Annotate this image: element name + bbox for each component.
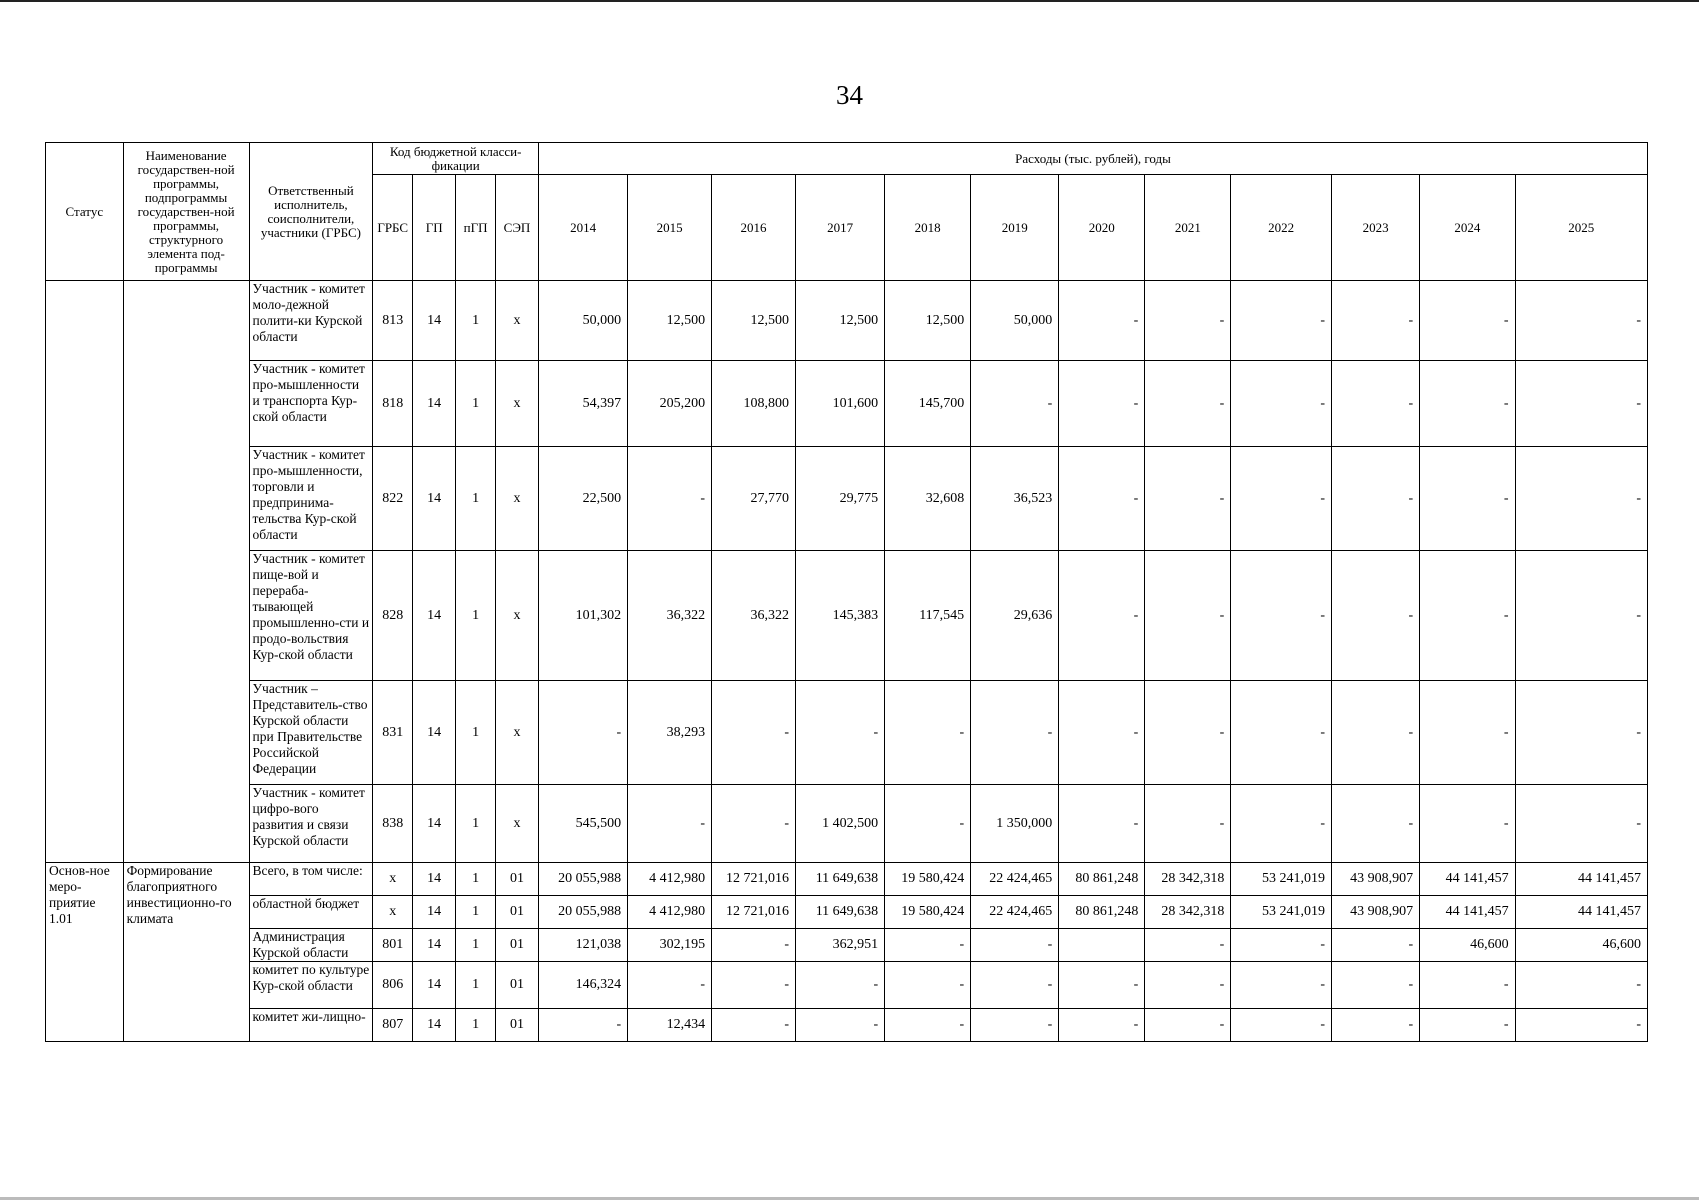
value-cell: - bbox=[1420, 785, 1515, 863]
page-number: 34 bbox=[836, 80, 863, 110]
grbs-cell: 801 bbox=[373, 929, 413, 962]
grbs-cell: 831 bbox=[373, 681, 413, 785]
header-status: Статус bbox=[46, 143, 124, 281]
value-cell: 53 241,019 bbox=[1231, 896, 1332, 929]
value-cell: 46,600 bbox=[1420, 929, 1515, 962]
participant-cell: Администрация Курской области bbox=[249, 929, 373, 962]
sep-cell: х bbox=[496, 785, 539, 863]
value-cell: - bbox=[1145, 1009, 1231, 1042]
header-year: 2017 bbox=[796, 175, 885, 281]
table-row bbox=[46, 361, 1648, 447]
value-cell: 29,775 bbox=[796, 447, 885, 551]
gp-cell: 14 bbox=[413, 863, 456, 896]
grbs-cell: 818 bbox=[373, 361, 413, 447]
value-cell: 50,000 bbox=[971, 281, 1059, 361]
grbs-cell: 828 bbox=[373, 551, 413, 681]
value-cell: 11 649,638 bbox=[796, 896, 885, 929]
value-cell: - bbox=[1515, 551, 1647, 681]
value-cell: - bbox=[539, 681, 628, 785]
sep-cell: 01 bbox=[496, 962, 539, 1009]
value-cell: - bbox=[1059, 281, 1145, 361]
value-cell: - bbox=[1332, 929, 1420, 962]
main-event-status: Основ-ное меро-приятие 1.01 bbox=[46, 863, 124, 1042]
header-year: 2016 bbox=[712, 175, 796, 281]
value-cell: 362,951 bbox=[796, 929, 885, 962]
grbs-cell: 822 bbox=[373, 447, 413, 551]
value-cell: - bbox=[712, 681, 796, 785]
value-cell: 80 861,248 bbox=[1059, 896, 1145, 929]
sep-cell: х bbox=[496, 281, 539, 361]
header-year: 2014 bbox=[539, 175, 628, 281]
value-cell: 20 055,988 bbox=[539, 896, 628, 929]
grbs-cell: 813 bbox=[373, 281, 413, 361]
pgp-cell: 1 bbox=[456, 929, 496, 962]
value-cell: - bbox=[1420, 551, 1515, 681]
value-cell: 12,500 bbox=[796, 281, 885, 361]
value-cell: 44 141,457 bbox=[1420, 896, 1515, 929]
value-cell: - bbox=[1231, 447, 1332, 551]
value-cell: 54,397 bbox=[539, 361, 628, 447]
value-cell: - bbox=[628, 447, 712, 551]
value-cell: - bbox=[1231, 681, 1332, 785]
header-year: 2020 bbox=[1059, 175, 1145, 281]
value-cell: - bbox=[1515, 785, 1647, 863]
value-cell: - bbox=[1059, 551, 1145, 681]
value-cell: - bbox=[1332, 1009, 1420, 1042]
sep-cell: х bbox=[496, 447, 539, 551]
gp-cell: 14 bbox=[413, 1009, 456, 1042]
gp-cell: 14 bbox=[413, 785, 456, 863]
pgp-cell: 1 bbox=[456, 863, 496, 896]
table-row bbox=[46, 447, 1648, 551]
value-cell: 108,800 bbox=[712, 361, 796, 447]
value-cell: - bbox=[1332, 361, 1420, 447]
value-cell: - bbox=[1332, 447, 1420, 551]
participant-cell: Участник - комитет про-мышленности и транспорта Кур-ской области bbox=[249, 361, 373, 447]
value-cell: - bbox=[712, 929, 796, 962]
table-row bbox=[46, 929, 1648, 962]
value-cell: 36,322 bbox=[628, 551, 712, 681]
value-cell: 28 342,318 bbox=[1145, 896, 1231, 929]
table-row bbox=[46, 785, 1648, 863]
value-cell: - bbox=[796, 962, 885, 1009]
grbs-cell: 807 bbox=[373, 1009, 413, 1042]
gp-cell: 14 bbox=[413, 361, 456, 447]
value-cell: - bbox=[1059, 962, 1145, 1009]
value-cell: - bbox=[971, 962, 1059, 1009]
value-cell: - bbox=[1231, 1009, 1332, 1042]
value-cell: - bbox=[1059, 361, 1145, 447]
value-cell: - bbox=[1420, 1009, 1515, 1042]
participant-cell: комитет по культуре Кур-ской области bbox=[249, 962, 373, 1009]
gp-cell: 14 bbox=[413, 896, 456, 929]
value-cell: 44 141,457 bbox=[1515, 863, 1647, 896]
value-cell: - bbox=[1420, 281, 1515, 361]
header-sep: СЭП bbox=[496, 175, 539, 281]
value-cell: - bbox=[885, 681, 971, 785]
value-cell: - bbox=[1420, 361, 1515, 447]
sep-cell: х bbox=[496, 361, 539, 447]
header-year: 2021 bbox=[1145, 175, 1231, 281]
value-cell: 36,523 bbox=[971, 447, 1059, 551]
participant-cell: Всего, в том числе: bbox=[249, 863, 373, 896]
value-cell: - bbox=[1231, 361, 1332, 447]
header-expenses: Расходы (тыс. рублей), годы bbox=[539, 143, 1648, 175]
value-cell: - bbox=[1231, 929, 1332, 962]
value-cell: - bbox=[885, 929, 971, 962]
header-year: 2024 bbox=[1420, 175, 1515, 281]
participant-cell: Участник - комитет про-мышленности, торговли и предпринима-тельства Кур-ской области bbox=[249, 447, 373, 551]
gp-cell: 14 bbox=[413, 962, 456, 1009]
value-cell: - bbox=[796, 1009, 885, 1042]
gp-cell: 14 bbox=[413, 551, 456, 681]
value-cell: 121,038 bbox=[539, 929, 628, 962]
value-cell: 38,293 bbox=[628, 681, 712, 785]
value-cell: - bbox=[1231, 551, 1332, 681]
table-header bbox=[46, 143, 1648, 281]
value-cell: - bbox=[1145, 681, 1231, 785]
value-cell: - bbox=[1059, 447, 1145, 551]
sep-cell: 01 bbox=[496, 929, 539, 962]
value-cell: - bbox=[628, 785, 712, 863]
value-cell: - bbox=[1332, 281, 1420, 361]
value-cell: - bbox=[1515, 447, 1647, 551]
value-cell: - bbox=[1059, 681, 1145, 785]
value-cell: - bbox=[1515, 681, 1647, 785]
header-year: 2022 bbox=[1231, 175, 1332, 281]
pgp-cell: 1 bbox=[456, 785, 496, 863]
grbs-cell: 806 bbox=[373, 962, 413, 1009]
value-cell: - bbox=[1145, 551, 1231, 681]
value-cell: 80 861,248 bbox=[1059, 863, 1145, 896]
table-body bbox=[46, 281, 1648, 1042]
gp-cell: 14 bbox=[413, 281, 456, 361]
value-cell bbox=[1059, 929, 1145, 962]
value-cell: - bbox=[1231, 962, 1332, 1009]
main-event-name: Формирование благоприятного инвестиционно-го климата bbox=[123, 863, 249, 1042]
pgp-cell: 1 bbox=[456, 1009, 496, 1042]
status-cell-empty bbox=[46, 281, 124, 863]
value-cell: - bbox=[1145, 281, 1231, 361]
header-budget-code: Код бюджетной класси-фикации bbox=[373, 143, 539, 175]
value-cell: - bbox=[712, 785, 796, 863]
value-cell: 20 055,988 bbox=[539, 863, 628, 896]
value-cell: - bbox=[1059, 785, 1145, 863]
value-cell: 117,545 bbox=[885, 551, 971, 681]
value-cell: - bbox=[1231, 281, 1332, 361]
table-row bbox=[46, 281, 1648, 361]
header-responsible: Ответственный исполнитель, соисполнители, участники (ГРБС) bbox=[249, 143, 373, 281]
table-row bbox=[46, 681, 1648, 785]
participant-cell: Участник – Представитель-ство Курской области при Правительстве Российской Федерации bbox=[249, 681, 373, 785]
value-cell: - bbox=[971, 681, 1059, 785]
header-pgp: пГП bbox=[456, 175, 496, 281]
value-cell: - bbox=[1145, 785, 1231, 863]
gp-cell: 14 bbox=[413, 929, 456, 962]
value-cell: 12 721,016 bbox=[712, 896, 796, 929]
value-cell: - bbox=[1145, 962, 1231, 1009]
value-cell: - bbox=[885, 1009, 971, 1042]
table-row bbox=[46, 1009, 1648, 1042]
participant-cell: Участник - комитет пище-вой и перераба-тывающей промышленно-сти и продо-вольствия Кур-ской области bbox=[249, 551, 373, 681]
grbs-cell: х bbox=[373, 863, 413, 896]
value-cell: 43 908,907 bbox=[1332, 896, 1420, 929]
header-year: 2015 bbox=[628, 175, 712, 281]
value-cell: 101,600 bbox=[796, 361, 885, 447]
value-cell: 22 424,465 bbox=[971, 863, 1059, 896]
sep-cell: х bbox=[496, 551, 539, 681]
value-cell: - bbox=[1420, 681, 1515, 785]
table-row bbox=[46, 863, 1648, 896]
gp-cell: 14 bbox=[413, 447, 456, 551]
value-cell: 50,000 bbox=[539, 281, 628, 361]
pgp-cell: 1 bbox=[456, 962, 496, 1009]
value-cell: 145,700 bbox=[885, 361, 971, 447]
header-gp: ГП bbox=[413, 175, 456, 281]
value-cell: 22 424,465 bbox=[971, 896, 1059, 929]
value-cell: 19 580,424 bbox=[885, 896, 971, 929]
value-cell: 28 342,318 bbox=[1145, 863, 1231, 896]
table-row bbox=[46, 896, 1648, 929]
value-cell: 19 580,424 bbox=[885, 863, 971, 896]
value-cell: 1 350,000 bbox=[971, 785, 1059, 863]
value-cell: - bbox=[971, 361, 1059, 447]
pgp-cell: 1 bbox=[456, 361, 496, 447]
value-cell: 43 908,907 bbox=[1332, 863, 1420, 896]
value-cell: - bbox=[971, 929, 1059, 962]
value-cell: 44 141,457 bbox=[1420, 863, 1515, 896]
value-cell: - bbox=[1332, 551, 1420, 681]
pgp-cell: 1 bbox=[456, 896, 496, 929]
value-cell: - bbox=[1332, 681, 1420, 785]
value-cell: - bbox=[1231, 785, 1332, 863]
value-cell: 44 141,457 bbox=[1515, 896, 1647, 929]
header-year: 2018 bbox=[885, 175, 971, 281]
top-border-line bbox=[0, 0, 1699, 2]
header-grbs: ГРБС bbox=[373, 175, 413, 281]
value-cell: - bbox=[1145, 447, 1231, 551]
value-cell: 1 402,500 bbox=[796, 785, 885, 863]
value-cell: - bbox=[885, 785, 971, 863]
participant-cell: областной бюджет bbox=[249, 896, 373, 929]
value-cell: - bbox=[1420, 447, 1515, 551]
sep-cell: 01 bbox=[496, 863, 539, 896]
header-year: 2025 bbox=[1515, 175, 1647, 281]
value-cell: - bbox=[539, 1009, 628, 1042]
pgp-cell: 1 bbox=[456, 551, 496, 681]
value-cell: 4 412,980 bbox=[628, 896, 712, 929]
value-cell: 12,500 bbox=[628, 281, 712, 361]
value-cell: 22,500 bbox=[539, 447, 628, 551]
value-cell: - bbox=[628, 962, 712, 1009]
participant-cell: комитет жи-лищно- bbox=[249, 1009, 373, 1042]
header-program-name: Наименование государствен-ной программы, подпрограммы государствен-ной программы, структурного элемента под-программы bbox=[123, 143, 249, 281]
value-cell: 29,636 bbox=[971, 551, 1059, 681]
header-year: 2019 bbox=[971, 175, 1059, 281]
value-cell: - bbox=[1059, 1009, 1145, 1042]
value-cell: 146,324 bbox=[539, 962, 628, 1009]
pgp-cell: 1 bbox=[456, 447, 496, 551]
value-cell: - bbox=[1332, 785, 1420, 863]
gp-cell: 14 bbox=[413, 681, 456, 785]
value-cell: - bbox=[1515, 1009, 1647, 1042]
value-cell: - bbox=[1145, 361, 1231, 447]
value-cell: 46,600 bbox=[1515, 929, 1647, 962]
value-cell: - bbox=[1145, 929, 1231, 962]
value-cell: 4 412,980 bbox=[628, 863, 712, 896]
value-cell: 27,770 bbox=[712, 447, 796, 551]
value-cell: 205,200 bbox=[628, 361, 712, 447]
value-cell: - bbox=[1515, 962, 1647, 1009]
value-cell: - bbox=[712, 962, 796, 1009]
value-cell: 12,434 bbox=[628, 1009, 712, 1042]
pgp-cell: 1 bbox=[456, 281, 496, 361]
name-cell-empty bbox=[123, 281, 249, 863]
value-cell: 36,322 bbox=[712, 551, 796, 681]
sep-cell: 01 bbox=[496, 896, 539, 929]
value-cell: - bbox=[1420, 962, 1515, 1009]
value-cell: 101,302 bbox=[539, 551, 628, 681]
value-cell: 545,500 bbox=[539, 785, 628, 863]
value-cell: 12 721,016 bbox=[712, 863, 796, 896]
value-cell: - bbox=[1515, 281, 1647, 361]
sep-cell: х bbox=[496, 681, 539, 785]
participant-cell: Участник - комитет моло-дежной полити-ки Курской области bbox=[249, 281, 373, 361]
value-cell: - bbox=[796, 681, 885, 785]
table-row bbox=[46, 551, 1648, 681]
value-cell: 12,500 bbox=[885, 281, 971, 361]
value-cell: - bbox=[712, 1009, 796, 1042]
value-cell: 32,608 bbox=[885, 447, 971, 551]
budget-table bbox=[45, 142, 1648, 1042]
participant-cell: Участник - комитет цифро-вого развития и связи Курской области bbox=[249, 785, 373, 863]
value-cell: - bbox=[971, 1009, 1059, 1042]
value-cell: 12,500 bbox=[712, 281, 796, 361]
pgp-cell: 1 bbox=[456, 681, 496, 785]
value-cell: - bbox=[1515, 361, 1647, 447]
table-row bbox=[46, 962, 1648, 1009]
grbs-cell: х bbox=[373, 896, 413, 929]
value-cell: - bbox=[885, 962, 971, 1009]
value-cell: 145,383 bbox=[796, 551, 885, 681]
grbs-cell: 838 bbox=[373, 785, 413, 863]
value-cell: 11 649,638 bbox=[796, 863, 885, 896]
value-cell: - bbox=[1332, 962, 1420, 1009]
value-cell: 302,195 bbox=[628, 929, 712, 962]
value-cell: 53 241,019 bbox=[1231, 863, 1332, 896]
sep-cell: 01 bbox=[496, 1009, 539, 1042]
header-year: 2023 bbox=[1332, 175, 1420, 281]
